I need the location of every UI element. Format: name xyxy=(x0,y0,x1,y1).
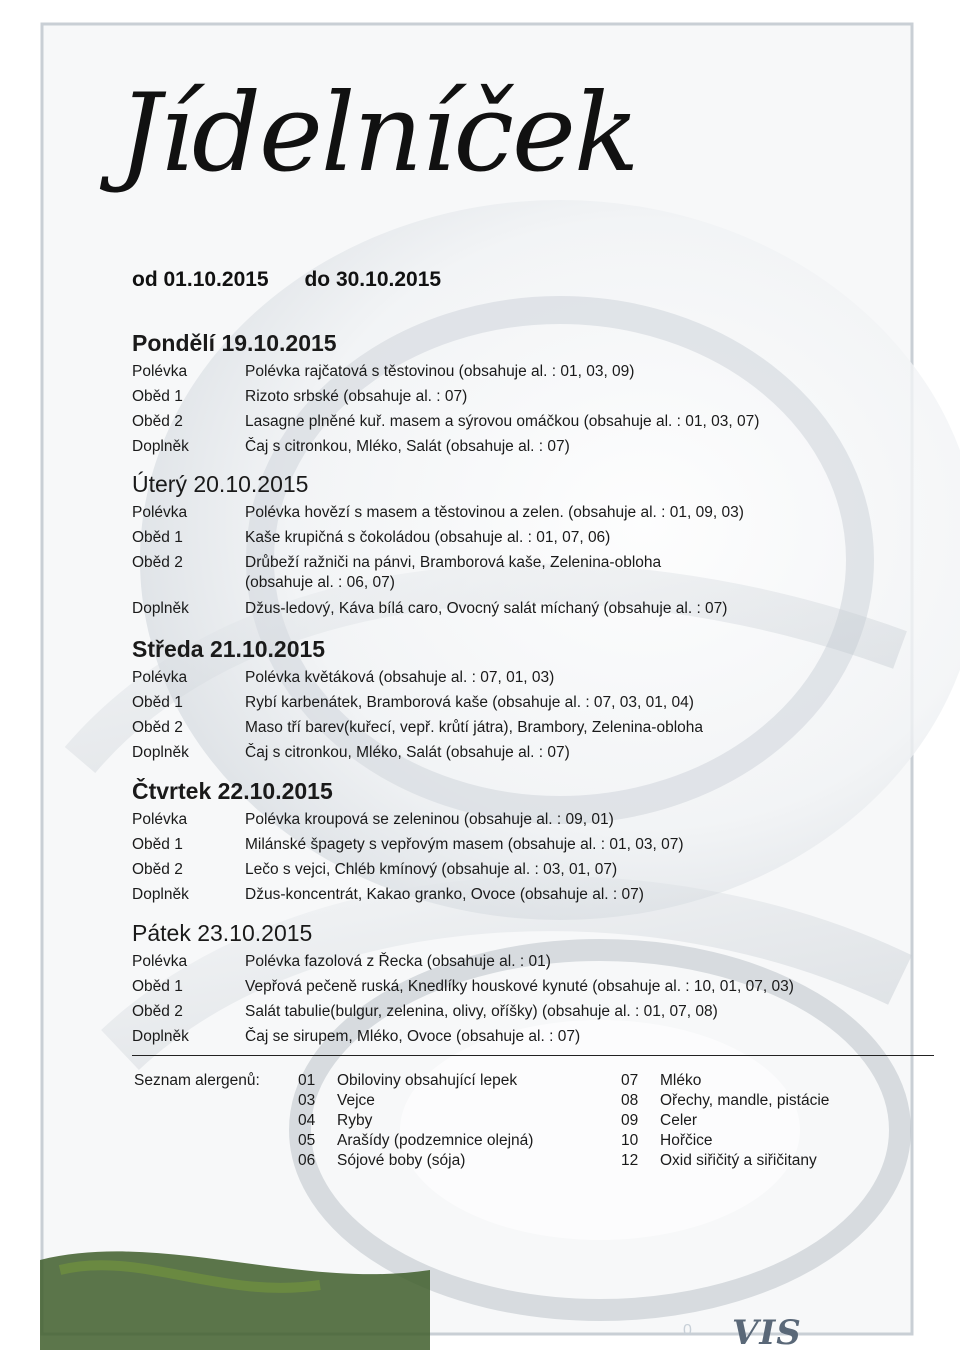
day-title: Čtvrtek 22.10.2015 xyxy=(132,778,333,804)
allergen-name: Oxid siřičitý a siřičitany xyxy=(660,1152,817,1169)
menu-row-value: Polévka květáková (obsahuje al. : 07, 01, 03) xyxy=(245,669,555,686)
allergen-code: 01 xyxy=(298,1072,316,1089)
allergen-code: 08 xyxy=(621,1092,639,1109)
allergen-item xyxy=(621,1131,829,1151)
menu-row xyxy=(132,743,892,768)
menu-row-value: Milánské špagety s vepřovým masem (obsahuje al. : 01, 03, 07) xyxy=(245,836,684,853)
menu-row xyxy=(132,387,892,412)
menu-row-value: Džus-koncentrát, Kakao granko, Ovoce (obsahuje al. : 07) xyxy=(245,886,644,903)
allergen-name: Vejce xyxy=(337,1092,375,1109)
from-date: 01.10.2015 xyxy=(163,268,269,291)
menu-row-value: Čaj s citronkou, Mléko, Salát (obsahuje al. : 07) xyxy=(245,438,570,455)
allergen-column xyxy=(621,1071,829,1171)
menu-row-label: Oběd 1 xyxy=(132,388,183,405)
menu-row xyxy=(132,528,892,553)
day-section xyxy=(132,469,892,624)
menu-row xyxy=(132,668,892,693)
menu-row-value: Lečo s vejci, Chléb kmínový (obsahuje al. : 03, 01, 07) xyxy=(245,861,618,878)
menu-row-label: Doplněk xyxy=(132,886,189,903)
allergen-code: 07 xyxy=(621,1072,639,1089)
menu-row-value: Kaše krupičná s čokoládou (obsahuje al. : 01, 07, 06) xyxy=(245,529,611,546)
menu-row-label: Doplněk xyxy=(132,600,189,617)
menu-row-value: Polévka fazolová z Řecka (obsahuje al. : 01) xyxy=(245,953,551,970)
day-section xyxy=(132,776,892,910)
menu-row-value: Drůbeží ražniči na pánvi, Bramborová kaše, Zelenina-obloha (obsahuje al. : 06, 07) xyxy=(245,554,662,591)
menu-row xyxy=(132,1027,892,1052)
menu-row-label: Polévka xyxy=(132,504,188,521)
menu-row-value: Salát tabulie(bulgur, zelenina, olivy, oříšky) (obsahuje al. : 01, 07, 08) xyxy=(245,1003,718,1020)
menu-row-value: Rizoto srbské (obsahuje al. : 07) xyxy=(245,388,468,405)
allergen-heading: Seznam alergenů: xyxy=(134,1072,260,1089)
menu-row xyxy=(132,718,892,743)
section-divider xyxy=(132,1055,934,1056)
allergen-code: 10 xyxy=(621,1132,639,1149)
day-title: Pátek 23.10.2015 xyxy=(132,920,313,946)
menu-row-label: Polévka xyxy=(132,363,188,380)
day-section xyxy=(132,634,892,768)
allergen-item xyxy=(298,1091,533,1111)
day-title: Úterý 20.10.2015 xyxy=(132,471,309,497)
allergen-item xyxy=(621,1071,829,1091)
menu-row-value: Polévka kroupová se zeleninou (obsahuje al. : 09, 01) xyxy=(245,811,614,828)
menu-row-label: Doplněk xyxy=(132,1028,189,1045)
allergen-code: 04 xyxy=(298,1112,316,1129)
day-title: Středa 21.10.2015 xyxy=(132,636,326,662)
to-label: do xyxy=(304,268,331,291)
menu-row-label: Oběd 2 xyxy=(132,413,183,430)
allergen-item xyxy=(298,1071,533,1091)
menu-row-label: Oběd 1 xyxy=(132,978,183,995)
menu-row-label: Doplněk xyxy=(132,744,189,761)
allergen-code: 09 xyxy=(621,1112,639,1129)
allergen-code: 06 xyxy=(298,1152,316,1169)
day-title: Pondělí 19.10.2015 xyxy=(132,330,337,356)
allergen-item xyxy=(621,1151,829,1171)
menu-row-value: Čaj se sirupem, Mléko, Ovoce (obsahuje al. : 07) xyxy=(245,1028,581,1045)
allergen-name: Mléko xyxy=(660,1072,702,1089)
menu-row-label: Oběd 2 xyxy=(132,719,183,736)
page-number: 0 xyxy=(683,1322,692,1339)
menu-row xyxy=(132,810,892,835)
menu-row-value: Čaj s citronkou, Mléko, Salát (obsahuje al. : 07) xyxy=(245,744,570,761)
menu-row-label: Oběd 1 xyxy=(132,694,183,711)
menu-row xyxy=(132,977,892,1002)
allergen-item xyxy=(298,1131,533,1151)
menu-row-label: Oběd 2 xyxy=(132,554,183,571)
menu-row-label: Polévka xyxy=(132,669,188,686)
menu-row-label: Polévka xyxy=(132,811,188,828)
allergen-name: Hořčice xyxy=(660,1132,713,1149)
menu-row xyxy=(132,1002,892,1027)
menu-row-value: Vepřová pečeně ruská, Knedlíky houskové kynuté (obsahuje al. : 10, 01, 07, 03) xyxy=(245,978,794,995)
page-title: Jídelníček xyxy=(118,71,638,196)
allergen-item xyxy=(621,1091,829,1111)
allergen-item xyxy=(298,1111,533,1131)
menu-row-label: Polévka xyxy=(132,953,188,970)
allergen-item xyxy=(621,1111,829,1131)
menu-row xyxy=(132,885,892,910)
allergen-code: 05 xyxy=(298,1132,316,1149)
allergen-code: 12 xyxy=(621,1152,639,1169)
allergen-column xyxy=(298,1071,533,1171)
menu-row-value: Maso tří barev(kuřecí, vepř. krůtí játra), Brambory, Zelenina-obloha xyxy=(245,719,703,736)
menu-row-value: Rybí karbenátek, Bramborová kaše (obsahuje al. : 07, 03, 01, 04) xyxy=(245,694,694,711)
menu-row-value: Polévka rajčatová s těstovinou (obsahuje al. : 01, 03, 09) xyxy=(245,363,635,380)
menu-row xyxy=(132,362,892,387)
menu-row-value: Lasagne plněné kuř. masem a sýrovou omáčkou (obsahuje al. : 01, 03, 07) xyxy=(245,413,760,430)
menu-row-value: Džus-ledový, Káva bílá caro, Ovocný salát míchaný (obsahuje al. : 07) xyxy=(245,600,728,617)
allergen-name: Sójové boby (sója) xyxy=(337,1152,466,1169)
menu-row-label: Oběd 1 xyxy=(132,529,183,546)
menu-row-label: Doplněk xyxy=(132,438,189,455)
date-range xyxy=(132,268,441,292)
menu-row-label: Oběd 1 xyxy=(132,836,183,853)
menu-row xyxy=(132,860,892,885)
menu-row-label: Oběd 2 xyxy=(132,861,183,878)
day-section xyxy=(132,328,892,462)
allergen-item xyxy=(298,1151,533,1171)
menu-row xyxy=(132,437,892,462)
menu-row xyxy=(132,835,892,860)
menu-row xyxy=(132,412,892,437)
to-date: 30.10.2015 xyxy=(335,268,442,291)
menu-row-label: Oběd 2 xyxy=(132,1003,183,1020)
allergen-name: Obiloviny obsahující lepek xyxy=(337,1072,518,1089)
menu-row-value: Polévka hovězí s masem a těstovinou a zelen. (obsahuje al. : 01, 09, 03) xyxy=(245,504,744,521)
menu-row xyxy=(132,693,892,718)
vis-logo: VIS xyxy=(732,1313,802,1353)
menu-row xyxy=(132,952,892,977)
allergen-name: Ořechy, mandle, pistácie xyxy=(660,1092,830,1109)
from-label: od xyxy=(132,268,158,291)
allergen-name: Celer xyxy=(660,1112,698,1129)
allergen-code: 03 xyxy=(298,1092,316,1109)
menu-row xyxy=(132,503,892,528)
allergen-name: Arašídy (podzemnice olejná) xyxy=(337,1132,534,1149)
day-section xyxy=(132,918,892,1052)
menu-row xyxy=(132,599,892,624)
allergen-name: Ryby xyxy=(337,1112,373,1129)
menu-row xyxy=(132,553,892,599)
